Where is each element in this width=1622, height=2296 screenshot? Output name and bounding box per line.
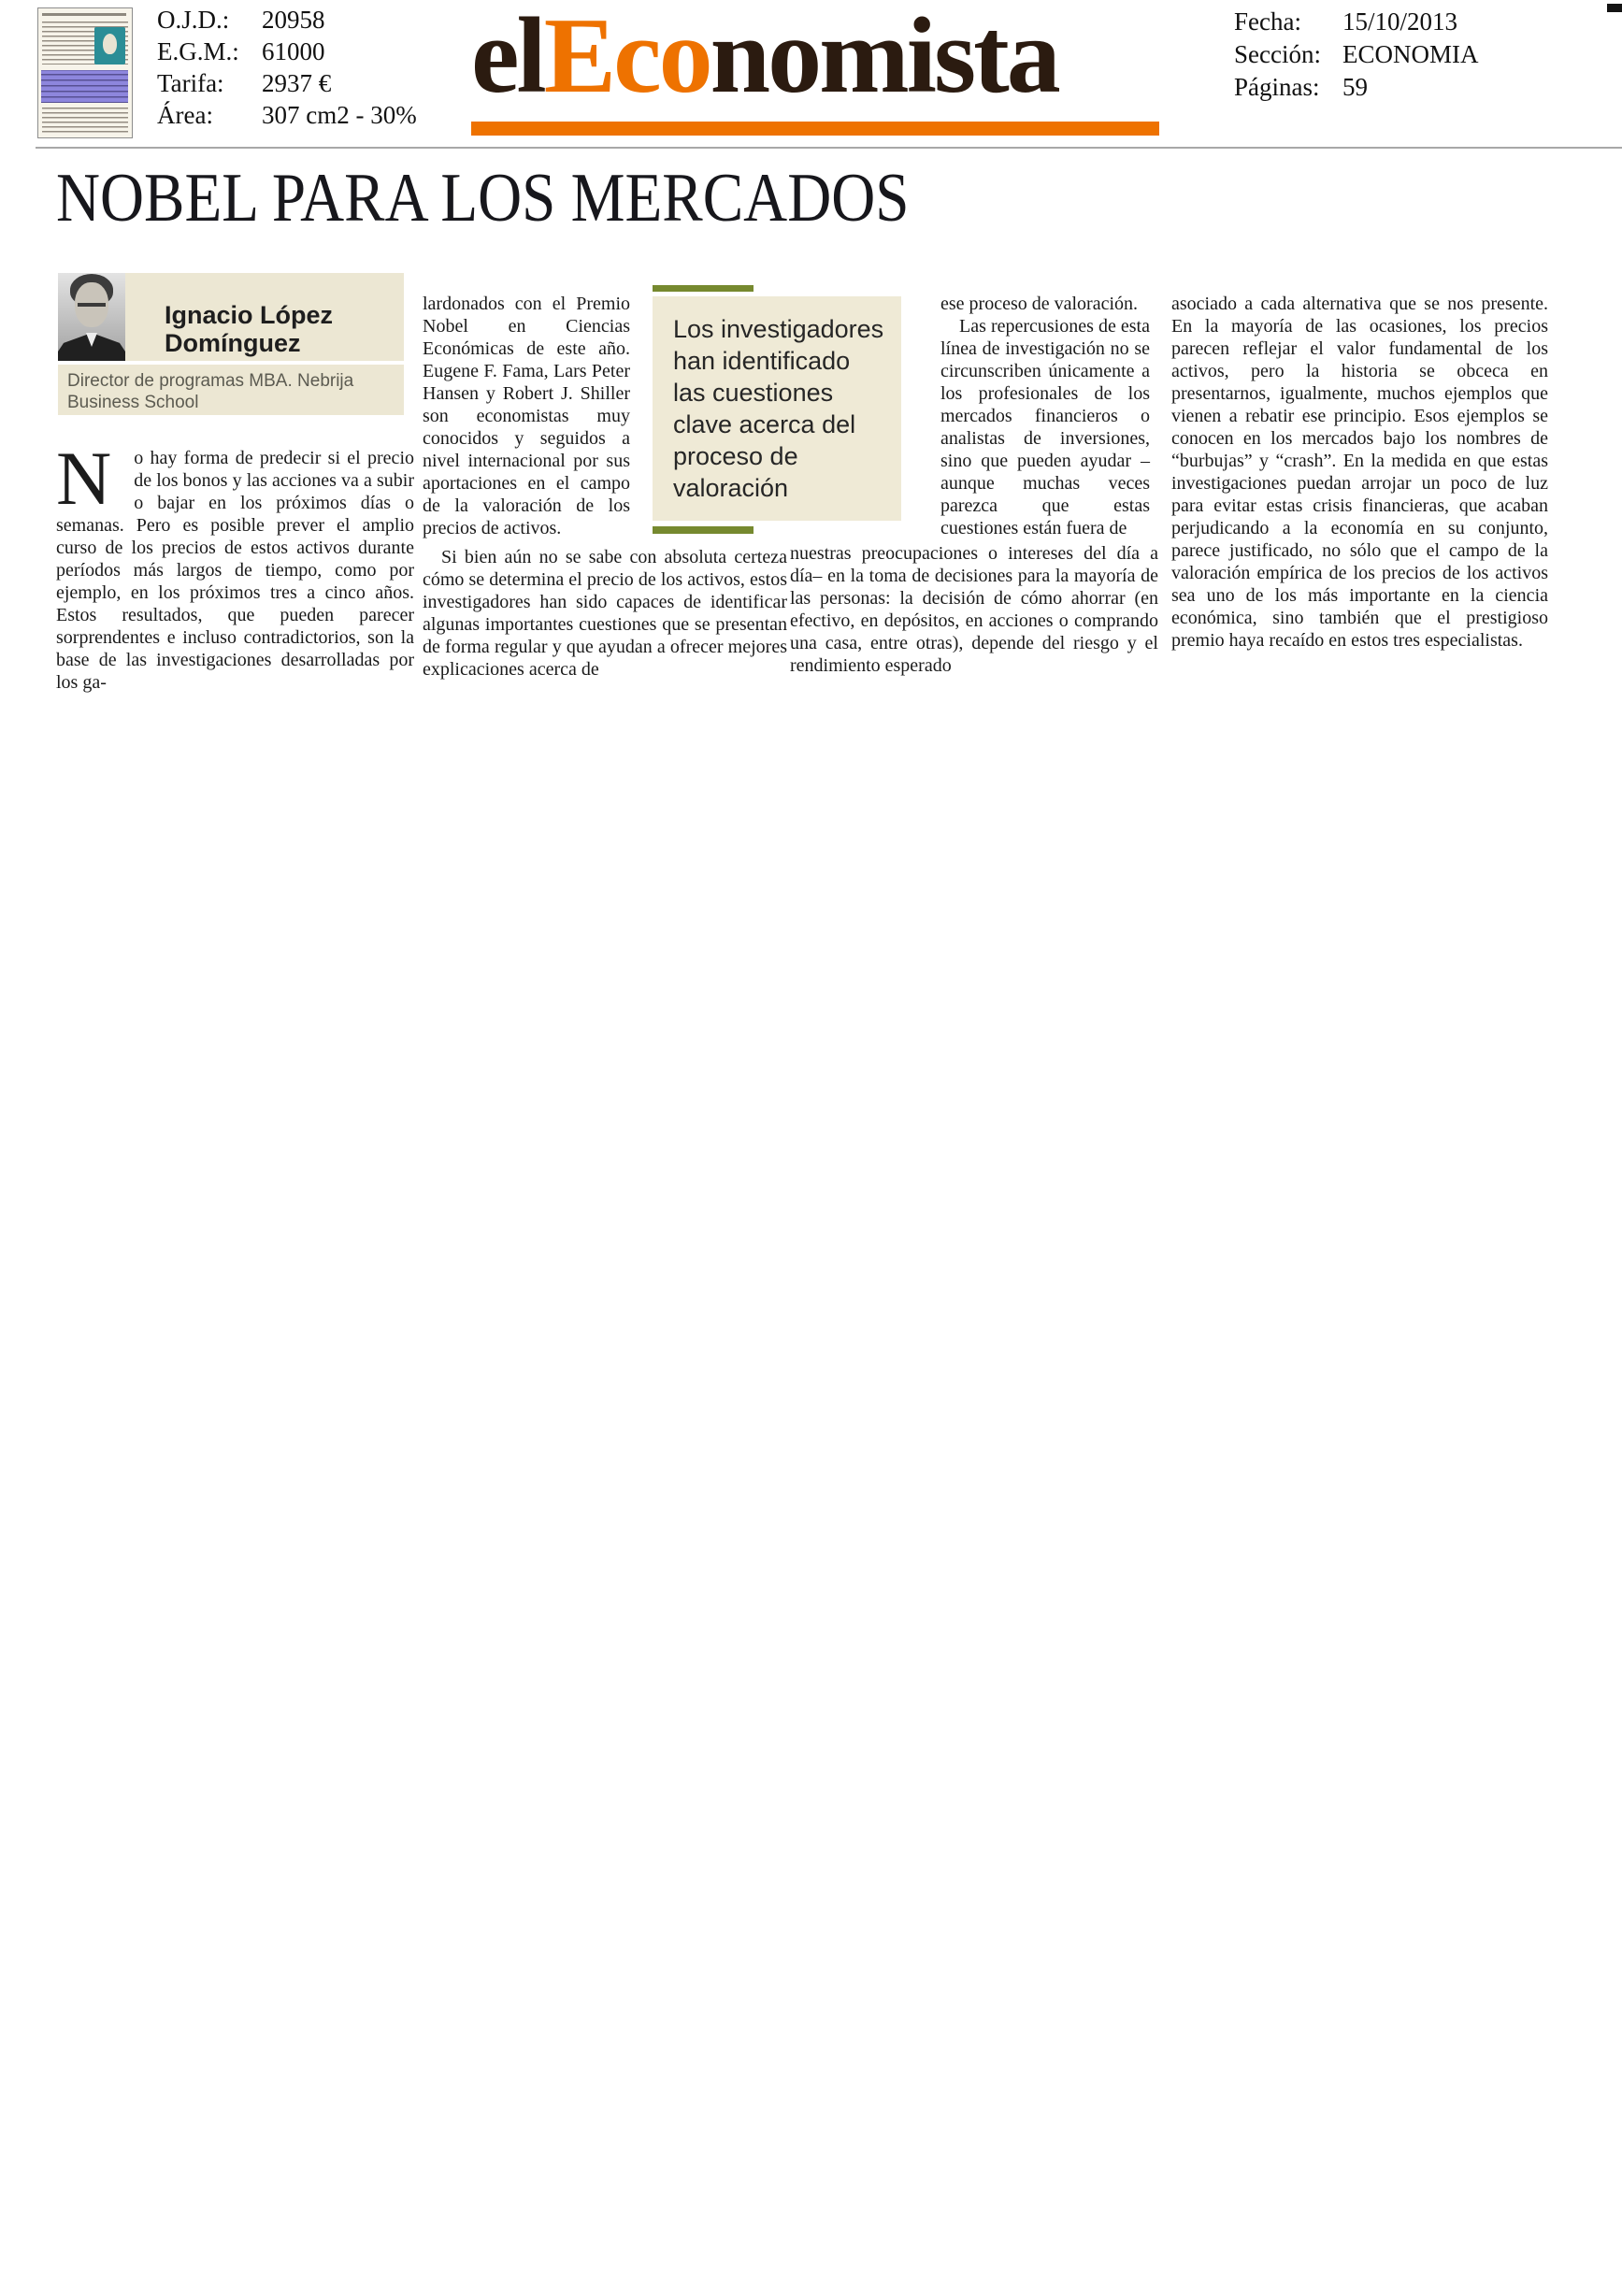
- meta-value: 15/10/2013: [1342, 7, 1458, 36]
- meta-row-tarifa: [157, 67, 417, 99]
- meta-row-area: [157, 99, 417, 131]
- pull-quote-block: [653, 285, 901, 534]
- pull-quote-top-bar: [653, 285, 754, 292]
- author-name: Ignacio López Domínguez: [165, 301, 334, 357]
- body-column-2: [423, 293, 630, 539]
- logo-text-el: el: [471, 0, 544, 116]
- meta-label: Sección:: [1234, 40, 1321, 68]
- photo-glasses-shape: [78, 303, 106, 307]
- meta-value: 2937 €: [262, 69, 332, 97]
- pull-quote-bottom-bar: [653, 526, 754, 534]
- meta-label: Páginas:: [1234, 73, 1320, 101]
- newspaper-page-thumbnail: [37, 7, 133, 138]
- meta-row-seccion: [1234, 38, 1479, 71]
- meta-value: ECONOMIA: [1342, 40, 1479, 68]
- article-headline: NOBEL PARA LOS MERCADOS: [56, 160, 910, 237]
- meta-label: O.J.D.:: [157, 6, 230, 34]
- thumbnail-face-shape: [103, 34, 117, 54]
- body-column-4: [940, 293, 1150, 539]
- wide-right-text: nuestras preocupaciones o intereses del día a día– en la toma de decisiones para la mayoría de las personas: la decisión de cómo ahorrar (en efectivo, en depósitos, en acciones o comprando una casa, entre otras), depende del riesgo y el rendimiento esperado: [790, 543, 1158, 676]
- eleconomista-logo: [471, 0, 1058, 118]
- meta-label: Tarifa:: [157, 69, 224, 97]
- pull-quote-text: Los investigadores han identificado las cuestiones clave acerca del proceso de valoración: [673, 315, 884, 502]
- column-5-text: asociado a cada alternativa que se nos presente. En la mayoría de las ocasiones, los precios parecen reflejar el valor fundamental de los activos, pero la historia se obceca en presentarnos, igualmente, muchos ejemplos que vienen a rebatir ese principio. Esos ejemplos se conocen en los mercados bajo los nombres de “burbujas” y “crash”. En la medida en que estas investigaciones puedan arrojar un poco de luz para evitar estas crisis financieras, que acaban perjudicando a la economía en su conjunto, parece justificado, no sólo que el campo de la valoración empírica de los precios de los activos sea uno de los más importante en la ciencia económica, sino también que el prestigioso premio haya recaído en estos tres especialistas.: [1171, 294, 1548, 651]
- meta-label: E.G.M.:: [157, 37, 239, 65]
- thumbnail-masthead-line: [42, 13, 126, 16]
- body-column-5: [1171, 293, 1548, 652]
- wide-left-text: Si bien aún no se sabe con absoluta certeza cómo se determina el precio de los activos, estos investigadores han sido capaces de identificar algunas importantes cuestiones que se presentan de forma regular y que ayudan a ofrecer mejores explicaciones acerca de: [423, 547, 787, 680]
- logo-text-nomista: nomista: [710, 0, 1058, 116]
- meta-row-egm: [157, 36, 417, 67]
- body-column-1: [56, 436, 414, 694]
- clipping-metadata-right: [1234, 6, 1479, 104]
- meta-value: 61000: [262, 37, 325, 65]
- meta-label: Área:: [157, 101, 213, 129]
- column-1-text: o hay forma de predecir si el precio de los bonos y las acciones va a subir o bajar en los próximos días o semanas. Pero es posible prever el amplio curso de los precios de estos activos durante períodos más largos de tiempo, como por ejemplo, en los próximos tres a cinco años. Estos resultados, que pueden parecer sorprendentes e incluso contradictorios, son la base de las investigaciones desarrolladas por los ga-: [56, 448, 414, 693]
- body-wide-column-left: [423, 546, 787, 681]
- pull-quote-box: [653, 296, 901, 521]
- author-credential: Director de programas MBA. Nebrija Business School: [67, 371, 354, 412]
- logo-underline-bar: [471, 122, 1159, 136]
- drop-cap: N: [56, 436, 112, 521]
- body-wide-column-right: [790, 542, 1158, 677]
- meta-value: 307 cm2 - 30%: [262, 101, 417, 129]
- meta-value: 59: [1342, 73, 1368, 101]
- column-4-text-2: Las repercusiones de esta línea de investigación no se circunscriben únicamente a los profesionales de los mercados financieros o analistas de inversiones, sino que pueden ayudar –aunque muchas veces parezca que estas cuestiones están fuera de: [940, 316, 1150, 538]
- meta-row-paginas: [1234, 71, 1479, 104]
- meta-value: 20958: [262, 6, 325, 34]
- thumbnail-highlighted-article: [41, 70, 128, 103]
- thumbnail-photo-block: [94, 27, 125, 65]
- header-divider-line: [36, 147, 1622, 149]
- column-4-text-1: ese proceso de valoración.: [940, 294, 1139, 314]
- author-nameplate: [125, 273, 404, 361]
- thumbnail-text-block: [42, 108, 128, 133]
- clipping-metadata-left: [157, 4, 417, 131]
- scan-corner-mark: [1607, 4, 1622, 12]
- meta-row-fecha: [1234, 6, 1479, 38]
- logo-text-eco: Eco: [543, 0, 711, 116]
- author-photo: [58, 273, 125, 361]
- author-credential-strip: [58, 365, 404, 415]
- meta-row-ojd: [157, 4, 417, 36]
- column-2-text: lardonados con el Premio Nobel en Ciencias Económicas de este año. Eugene F. Fama, Lars Peter Hansen y Robert J. Shiller son economistas muy conocidos y seguidos a nivel internacional por sus aportaciones en el campo de la valoración de los precios de activos.: [423, 294, 630, 538]
- meta-label: Fecha:: [1234, 7, 1301, 36]
